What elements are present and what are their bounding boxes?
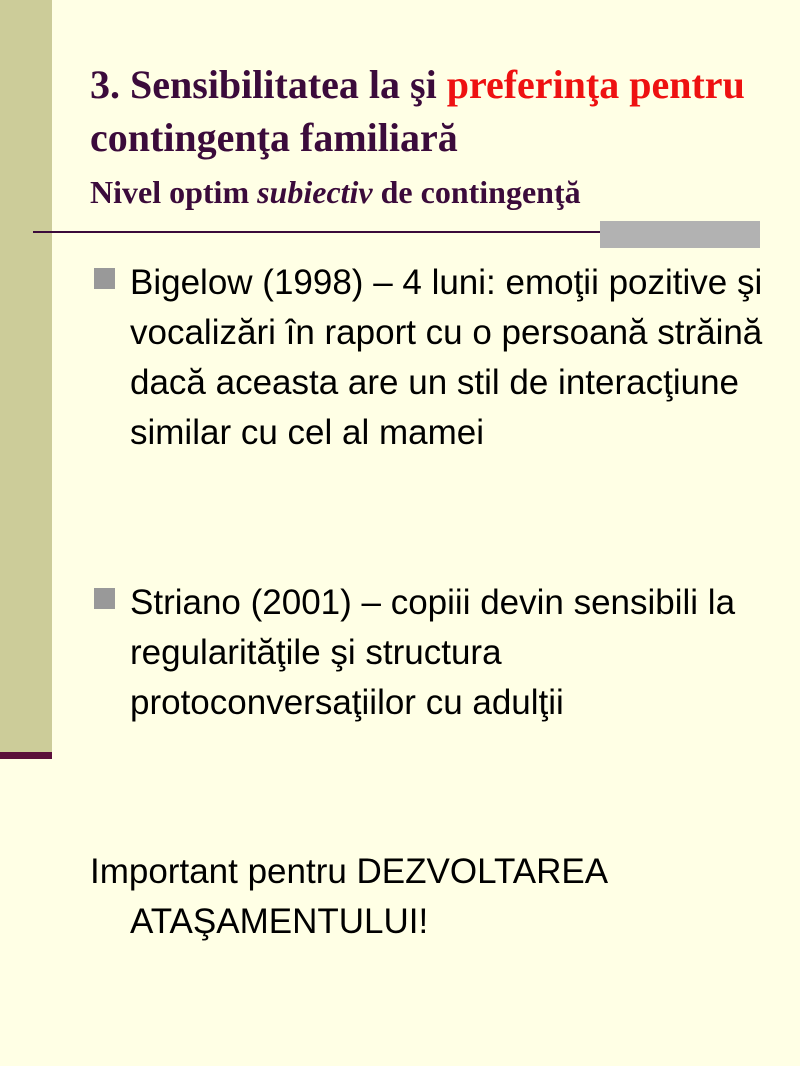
closing-line-1: Important pentru DEZVOLTAREA [90, 852, 609, 891]
slide-title [90, 58, 780, 164]
bullet-marker [94, 588, 115, 609]
bullet-marker [94, 268, 115, 289]
bullet-item: Striano (2001) – copiii devin sensibili la regularităţile şi structura protoconversaţiilor cu adulţii [130, 583, 736, 722]
closing-statement [90, 847, 780, 947]
subtitle-part2: de contingenţă [372, 174, 581, 210]
title-part1: 3. Sensibilitatea la şi [90, 62, 447, 107]
divider-accent-block [600, 221, 760, 248]
left-decorative-bar [0, 0, 52, 757]
title-highlight: preferinţa pentru [446, 62, 745, 107]
title-part2: contingenţa familiară [90, 115, 458, 160]
bullet-item: Bigelow (1998) – 4 luni: emoţii pozitive şi vocalizări în raport cu o persoană străină dacă aceasta are un stil de interacţiune similar cu cel al mamei [130, 263, 763, 452]
left-bar-accent-line [0, 752, 52, 759]
subtitle-italic: subiectiv [257, 174, 373, 210]
subtitle-part1: Nivel optim [90, 174, 258, 210]
slide-subtitle [90, 170, 780, 214]
closing-line-2: ATAŞAMENTULUI! [130, 902, 429, 941]
